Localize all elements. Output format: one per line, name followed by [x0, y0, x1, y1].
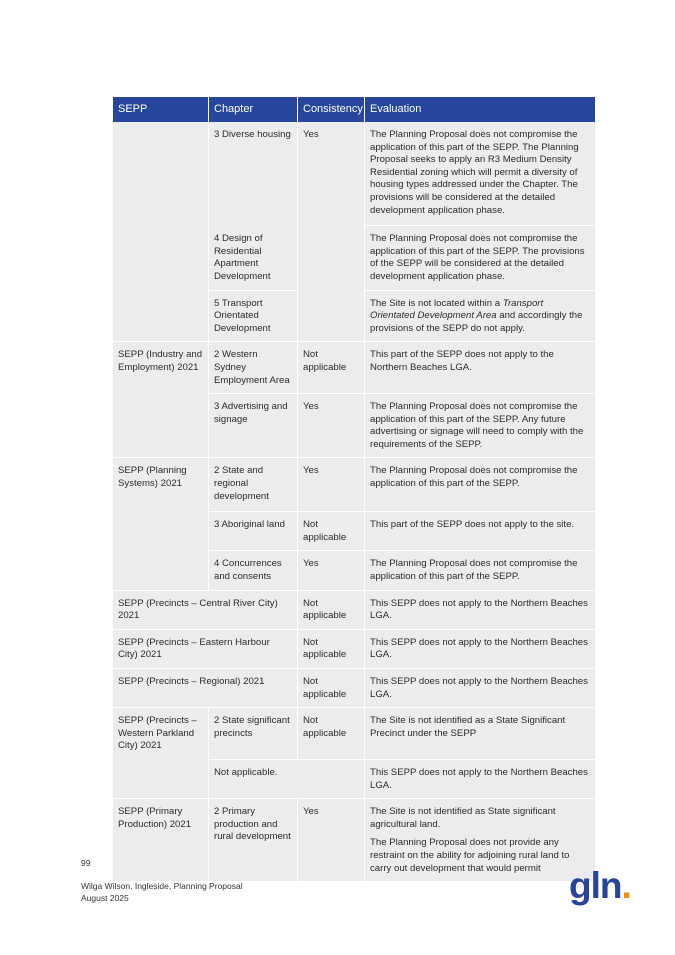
evaluation-cell: The Planning Proposal does not compromise the application of this part of the SEPP. Any future advertising or signage will need to comply with the requirements of the SEPP.: [365, 394, 595, 458]
table-row: [113, 458, 595, 512]
sepp-cell: SEPP (Precincts – Regional) 2021: [113, 669, 298, 708]
evaluation-cell: This SEPP does not apply to the Northern Beaches LGA.: [365, 630, 595, 669]
sepp-cell: SEPP (Primary Production) 2021: [113, 799, 209, 882]
evaluation-text: The Site is not located within a: [370, 297, 503, 309]
consistency-cell: Yes: [298, 799, 365, 882]
evaluation-paragraph: The Planning Proposal does not provide any restraint on the ability for adjoining rural land to carry out development that would permit: [370, 837, 570, 874]
document-date: August 2025: [81, 893, 129, 903]
header-consistency: Consistency: [298, 97, 365, 122]
sepp-cell: SEPP (Precincts – Western Parkland City) 2021: [113, 708, 209, 760]
evaluation-cell: This SEPP does not apply to the Northern Beaches LGA.: [365, 760, 595, 799]
evaluation-cell: The Site is not identified as a State Significant Precinct under the SEPP: [365, 708, 595, 760]
gln-logo: [569, 866, 631, 906]
consistency-cell: Yes: [298, 122, 365, 226]
header-evaluation: Evaluation: [365, 97, 595, 122]
table-row: [113, 226, 595, 290]
evaluation-cell: [365, 291, 595, 343]
evaluation-cell: This SEPP does not apply to the Northern Beaches LGA.: [365, 591, 595, 630]
table-row: [113, 630, 595, 669]
consistency-cell: Not applicable: [298, 630, 365, 669]
chapter-cell: 2 State and regional development: [209, 458, 298, 512]
logo-dot: .: [621, 865, 631, 906]
sepp-cell: SEPP (Precincts – Central River City) 2021: [113, 591, 298, 630]
table-row: [113, 760, 595, 799]
evaluation-italic-text: Transport Orientated Development Area: [370, 297, 544, 322]
table-row: [113, 551, 595, 590]
evaluation-paragraph: The Site is not identified as State significant agricultural land.: [370, 806, 556, 830]
sepp-cell: SEPP (Industry and Employment) 2021: [113, 342, 209, 394]
sepp-cell: SEPP (Precincts – Eastern Harbour City) 2021: [113, 630, 298, 669]
table-row: [113, 799, 595, 882]
evaluation-cell: The Planning Proposal does not compromise the application of this part of the SEPP.: [365, 458, 595, 512]
evaluation-text: and accordingly the provisions of the SEPP do not apply.: [370, 310, 583, 334]
evaluation-cell: This part of the SEPP does not apply to the Northern Beaches LGA.: [365, 342, 595, 394]
sepp-cell: [113, 122, 209, 226]
evaluation-cell: The Planning Proposal does not compromise the application of this part of the SEPP. The provisions of the SEPP will be considered at the detailed development application phase.: [365, 226, 595, 290]
consistency-cell: Not applicable: [298, 669, 365, 708]
consistency-cell: Yes: [298, 394, 365, 458]
consistency-cell: Not applicable: [298, 591, 365, 630]
evaluation-cell: This SEPP does not apply to the Northern Beaches LGA.: [365, 669, 595, 708]
sepp-cell: [113, 760, 209, 799]
sepp-cell: [113, 394, 209, 458]
logo-text: gln: [569, 865, 622, 906]
sepp-cell: [113, 226, 209, 290]
page-number: 99: [81, 858, 91, 868]
sepp-cell: SEPP (Planning Systems) 2021: [113, 458, 209, 512]
chapter-cell: 3 Aboriginal land: [209, 512, 298, 551]
sepp-consistency-table: [113, 97, 595, 882]
table-row: [113, 342, 595, 394]
consistency-cell: [298, 291, 365, 343]
chapter-cell: 3 Advertising and signage: [209, 394, 298, 458]
chapter-cell: 2 State significant precincts: [209, 708, 298, 760]
table-row: [113, 394, 595, 458]
chapter-cell: Not applicable.: [209, 760, 365, 799]
table-row: [113, 708, 595, 760]
evaluation-cell: The Planning Proposal does not compromise the application of this part of the SEPP. The Planning Proposal seeks to apply an R3 Medium Density Residential zoning which will permit a diversity of housing types addressed under the Chapter. The provisions will be considered at the detailed development application phase.: [365, 122, 595, 226]
chapter-cell: 2 Primary production and rural development: [209, 799, 298, 882]
table-header-row: [113, 97, 595, 122]
consistency-cell: Not applicable: [298, 708, 365, 760]
evaluation-cell: This part of the SEPP does not apply to the site.: [365, 512, 595, 551]
document-title: Wilga Wilson, Ingleside, Planning Proposal: [81, 881, 243, 891]
evaluation-cell: [365, 799, 595, 882]
table-row: [113, 591, 595, 630]
sepp-cell: [113, 551, 209, 590]
consistency-cell: Not applicable: [298, 342, 365, 394]
consistency-cell: [298, 226, 365, 290]
chapter-cell: 4 Concurrences and consents: [209, 551, 298, 590]
consistency-cell: Yes: [298, 551, 365, 590]
consistency-cell: Yes: [298, 458, 365, 512]
evaluation-cell: The Planning Proposal does not compromise the application of this part of the SEPP.: [365, 551, 595, 590]
chapter-cell: 2 Western Sydney Employment Area: [209, 342, 298, 394]
consistency-cell: Not applicable: [298, 512, 365, 551]
table-row: [113, 122, 595, 226]
header-sepp: SEPP: [113, 97, 209, 122]
chapter-cell: 5 Transport Orientated Development: [209, 291, 298, 343]
sepp-cell: [113, 512, 209, 551]
chapter-cell: 3 Diverse housing: [209, 122, 298, 226]
table-row: [113, 291, 595, 343]
header-chapter: Chapter: [209, 97, 298, 122]
sepp-cell: [113, 291, 209, 343]
table-row: [113, 669, 595, 708]
chapter-cell: 4 Design of Residential Apartment Development: [209, 226, 298, 290]
table-row: [113, 512, 595, 551]
